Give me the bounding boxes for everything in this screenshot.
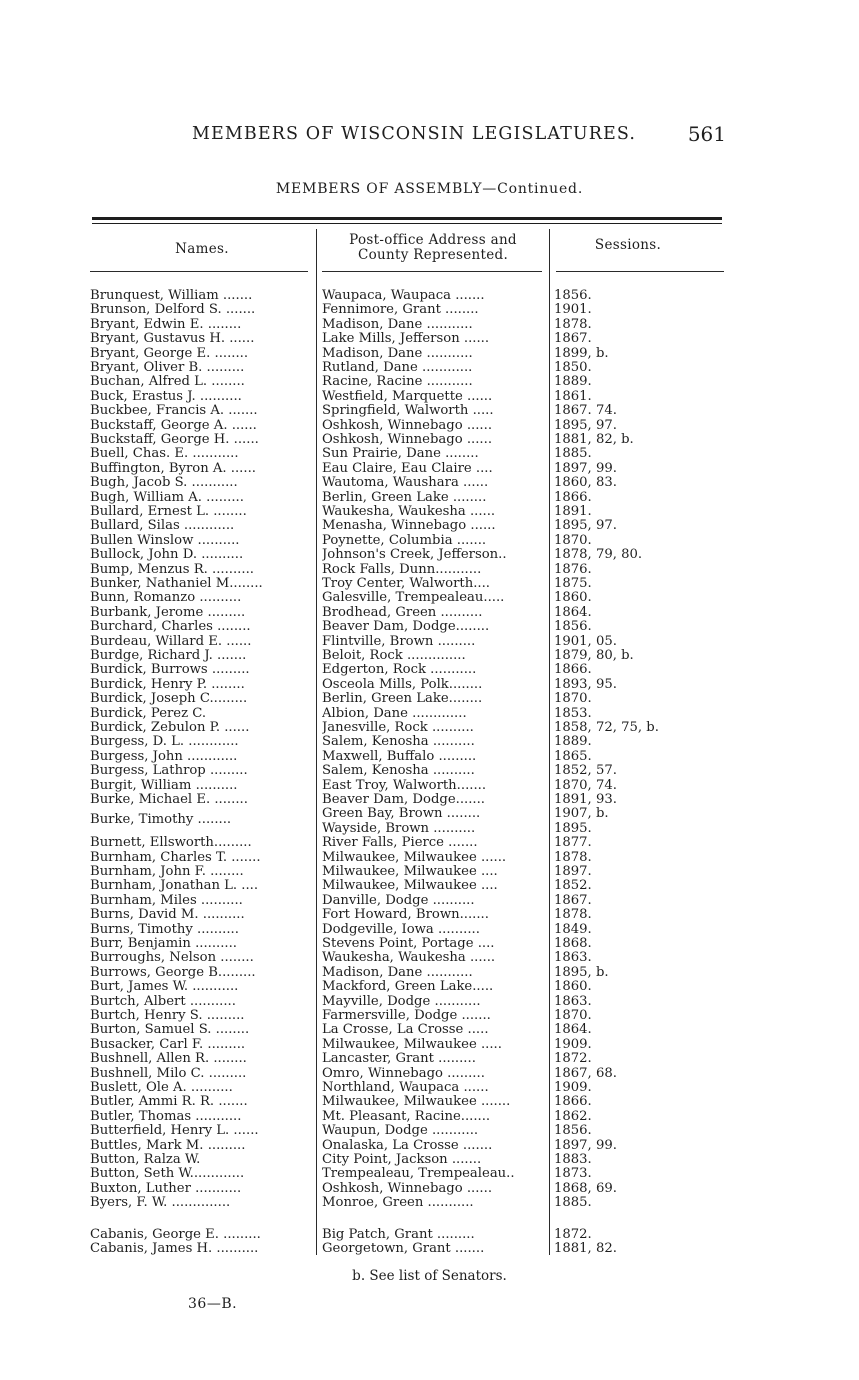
member-sessions: 1877. — [554, 836, 592, 851]
member-name: Bump, Menzus R. .......... — [90, 562, 254, 577]
member-sessions: 1889. — [554, 375, 592, 390]
member-sessions: 1879, 80, b. — [554, 649, 634, 663]
member-address: Waukesha, Waukesha ...... — [322, 505, 496, 519]
member-name: Burdick, Henry P. ........ — [90, 677, 245, 692]
member-address: Milwaukee, Milwaukee ..... — [322, 1037, 502, 1052]
member-address: Maxwell, Buffalo ......... — [322, 749, 477, 764]
member-sessions: 1852. — [554, 879, 592, 894]
member-name: Butler, Thomas ........... — [90, 1109, 242, 1124]
member-address: Galesville, Trempealeau..... — [322, 591, 505, 606]
member-name: Burdick, Perez C. — [90, 706, 207, 721]
member-name: Burchard, Charles ........ — [90, 620, 251, 635]
member-sessions: 1893, 95. — [554, 677, 617, 692]
member-sessions: 1867. 74. — [554, 404, 617, 419]
member-name: Brunson, Delford S. ....... — [90, 303, 256, 318]
member-name: Bushnell, Milo C. ......... — [90, 1066, 247, 1081]
member-name: Buttles, Mark M. ......... — [90, 1138, 246, 1153]
member-name: Burroughs, Nelson ........ — [90, 951, 254, 966]
member-address: Madison, Dane ........... — [322, 317, 473, 332]
member-sessions: 1868. — [554, 937, 592, 951]
member-name: Burdick, Zebulon P. ...... — [90, 721, 250, 735]
member-sessions: 1878. — [554, 908, 592, 923]
member-name: Burnham, John F. ........ — [90, 865, 244, 879]
member-name: Burrows, George B......... — [90, 965, 256, 980]
member-address: Salem, Kenosha .......... — [322, 764, 475, 779]
member-sessions: 1860, 83. — [554, 476, 617, 491]
member-address: River Falls, Pierce ....... — [322, 836, 478, 851]
member-sessions: 1863. — [554, 951, 592, 966]
member-address: Menasha, Winnebago ...... — [322, 519, 496, 534]
member-name: Buck, Erastus J. .......... — [90, 389, 242, 404]
member-sessions: 1867. — [554, 332, 592, 347]
member-address: Waupun, Dodge ........... — [322, 1124, 479, 1139]
member-address: Lancaster, Grant ......... — [322, 1052, 476, 1067]
member-address: Stevens Point, Portage .... — [322, 937, 495, 951]
member-address: Dodgeville, Iowa .......... — [322, 922, 480, 937]
member-name: Bullard, Silas ............ — [90, 519, 235, 534]
member-sessions: 1865. — [554, 749, 592, 764]
member-sessions: 1872. — [554, 1228, 592, 1242]
member-sessions: 1870, 74. — [554, 778, 617, 793]
footnote: b. See list of Senators. — [352, 1268, 507, 1284]
member-sessions: 1849. — [554, 922, 592, 937]
column-divider-2 — [549, 229, 550, 1255]
member-name: Cabanis, George E. ......... — [90, 1228, 261, 1242]
column-divider-1 — [316, 229, 317, 1255]
member-sessions: 1866. — [554, 490, 592, 505]
member-sessions: 1897, 99. — [554, 461, 617, 476]
member-address: Johnson's Creek, Jefferson.. — [322, 548, 507, 563]
member-sessions: 1909. — [554, 1081, 592, 1095]
member-address: Wautoma, Waushara ...... — [322, 476, 489, 491]
member-address: Waupaca, Waupaca ....... — [322, 289, 485, 303]
member-sessions: 1889. — [554, 735, 592, 750]
member-sessions: 1907, b. — [554, 807, 609, 822]
member-address: Trempealeau, Trempealeau.. — [322, 1167, 515, 1182]
member-name: Burgess, Lathrop ......... — [90, 764, 248, 779]
member-sessions: 1867. — [554, 893, 592, 908]
member-name: Bullen Winslow .......... — [90, 533, 240, 548]
member-name: Burt, James W. ........... — [90, 980, 239, 995]
member-sessions: 1870. — [554, 1009, 592, 1023]
column-header-address — [320, 233, 546, 263]
member-name: Buxton, Luther ........... — [90, 1181, 242, 1196]
table-top-rule-thick — [92, 217, 722, 220]
member-sessions: 1856. — [554, 620, 592, 635]
member-address: Racine, Racine ........... — [322, 375, 473, 390]
member-sessions: 1853. — [554, 706, 592, 721]
member-name: Burdick, Joseph C......... — [90, 692, 248, 707]
member-address: Georgetown, Grant ....... — [322, 1242, 485, 1257]
member-sessions: 1891, 93. — [554, 793, 617, 807]
member-name: Buffington, Byron A. ...... — [90, 461, 256, 476]
member-name: Buslett, Ole A. .......... — [90, 1081, 233, 1095]
member-name: Bullock, John D. .......... — [90, 548, 244, 563]
page-number: 561 — [687, 122, 726, 146]
member-address: Brodhead, Green .......... — [322, 605, 483, 620]
column-header-address-line1: Post-office Address and — [349, 232, 517, 248]
member-name: Busacker, Carl F. ......... — [90, 1037, 246, 1052]
member-sessions: 1891. — [554, 505, 592, 519]
header-underline-sessions — [556, 271, 724, 272]
member-name: Burns, Timothy .......... — [90, 922, 239, 937]
member-sessions: 1852, 57. — [554, 764, 617, 779]
member-address: Mayville, Dodge ........... — [322, 994, 481, 1009]
member-name: Burdeau, Willard E. ...... — [90, 634, 252, 649]
member-name: Burnham, Miles .......... — [90, 893, 243, 908]
member-sessions: 1897. — [554, 865, 592, 879]
member-name: Bunker, Nathaniel M........ — [90, 577, 263, 591]
member-name: Burdick, Burrows ......... — [90, 663, 250, 678]
page-title: MEMBERS OF WISCONSIN LEGISLATURES. — [192, 124, 637, 144]
member-name: Burbank, Jerome ......... — [90, 605, 246, 620]
member-sessions: 1895, 97. — [554, 418, 617, 433]
member-sessions: 1870. — [554, 533, 592, 548]
member-name: Burr, Benjamin .......... — [90, 937, 237, 951]
member-address: Troy Center, Walworth.... — [322, 577, 490, 591]
member-address: Albion, Dane ............. — [322, 706, 467, 721]
member-address: Green Bay, Brown ........ — [322, 807, 481, 822]
member-address: Mt. Pleasant, Racine....... — [322, 1109, 491, 1124]
member-address: Milwaukee, Milwaukee ...... — [322, 850, 507, 865]
member-address: Waukesha, Waukesha ...... — [322, 951, 496, 966]
member-name: Bunn, Romanzo .......... — [90, 591, 242, 606]
member-name: Bugh, William A. ......... — [90, 490, 244, 505]
member-name: Byers, F. W. .............. — [90, 1196, 231, 1211]
member-name: Bryant, George E. ........ — [90, 346, 249, 361]
member-name: Burgit, William .......... — [90, 778, 238, 793]
table-top-rule-thin — [92, 223, 722, 224]
column-header-sessions: Sessions. — [594, 237, 662, 253]
member-name: Bugh, Jacob S. ........... — [90, 476, 238, 491]
member-address: Northland, Waupaca ...... — [322, 1081, 489, 1095]
member-address: Fort Howard, Brown....... — [322, 908, 489, 923]
member-address: Sun Prairie, Dane ........ — [322, 447, 479, 462]
member-sessions: 1873. — [554, 1167, 592, 1182]
header-underline-address — [322, 271, 542, 272]
member-sessions: 1878. — [554, 317, 592, 332]
member-name: Button, Seth W............. — [90, 1167, 245, 1182]
member-name: Burdge, Richard J. ....... — [90, 649, 247, 663]
member-name: Brunquest, William ....... — [90, 289, 253, 303]
member-address: Beloit, Rock .............. — [322, 649, 466, 663]
member-sessions: 1883. — [554, 1153, 592, 1167]
member-name: Burke, Timothy ........ — [90, 813, 232, 828]
member-address: City Point, Jackson ....... — [322, 1153, 482, 1167]
member-address: Rock Falls, Dunn........... — [322, 562, 482, 577]
section-subtitle: MEMBERS OF ASSEMBLY—Continued. — [275, 181, 584, 197]
member-address: Mackford, Green Lake..... — [322, 980, 494, 995]
member-sessions: 1885. — [554, 1196, 592, 1211]
member-address: Milwaukee, Milwaukee .... — [322, 879, 498, 894]
member-name: Cabanis, James H. .......... — [90, 1242, 259, 1257]
member-sessions: 1856. — [554, 289, 592, 303]
member-sessions: 1861. — [554, 389, 592, 404]
member-name: Burke, Michael E. ........ — [90, 793, 248, 807]
member-name: Burnham, Charles T. ....... — [90, 850, 261, 865]
member-name: Buckstaff, George H. ...... — [90, 433, 259, 447]
member-name: Burgess, D. L. ............ — [90, 735, 239, 750]
member-sessions: 1866. — [554, 663, 592, 678]
member-sessions: 1895, 97. — [554, 519, 617, 534]
member-sessions: 1878. — [554, 850, 592, 865]
member-address: Big Patch, Grant ......... — [322, 1228, 475, 1242]
member-name: Burtch, Albert ........... — [90, 994, 236, 1009]
member-name: Buchan, Alfred L. ........ — [90, 375, 245, 390]
column-header-address-line2: County Represented. — [357, 247, 509, 263]
member-address: Oshkosh, Winnebago ...... — [322, 418, 493, 433]
member-address: Westfield, Marquette ...... — [322, 389, 493, 404]
member-address: Milwaukee, Milwaukee .... — [322, 865, 498, 879]
member-sessions: 1850. — [554, 361, 592, 375]
member-sessions: 1895, b. — [554, 965, 609, 980]
member-address: Madison, Dane ........... — [322, 965, 473, 980]
member-name: Buckbee, Francis A. ....... — [90, 404, 258, 419]
member-address: Oshkosh, Winnebago ...... — [322, 433, 493, 447]
member-address: Omro, Winnebago ......... — [322, 1066, 485, 1081]
member-sessions: 1864. — [554, 1023, 592, 1038]
member-sessions: 1860. — [554, 980, 592, 995]
member-name: Buckstaff, George A. ...... — [90, 418, 257, 433]
member-name: Buell, Chas. E. ........... — [90, 447, 239, 462]
member-sessions: 1881, 82. — [554, 1242, 617, 1257]
member-address: Lake Mills, Jefferson ...... — [322, 332, 490, 347]
member-sessions: 1868, 69. — [554, 1181, 617, 1196]
member-name: Button, Ralza W. — [90, 1153, 201, 1167]
member-address: La Crosse, La Crosse ..... — [322, 1023, 489, 1038]
header-underline-names — [90, 271, 308, 272]
member-address: Flintville, Brown ......... — [322, 634, 476, 649]
member-address: Eau Claire, Eau Claire .... — [322, 461, 493, 476]
member-address: Poynette, Columbia ....... — [322, 533, 487, 548]
member-address: Fennimore, Grant ........ — [322, 303, 479, 318]
member-name: Butler, Ammi R. R. ....... — [90, 1095, 248, 1110]
member-name: Burns, David M. .......... — [90, 908, 245, 923]
member-sessions: 1875. — [554, 577, 592, 591]
member-sessions: 1897, 99. — [554, 1138, 617, 1153]
member-address: Berlin, Green Lake ........ — [322, 490, 487, 505]
member-sessions: 1901. — [554, 303, 592, 318]
member-address: Danville, Dodge .......... — [322, 893, 475, 908]
member-sessions: 1909. — [554, 1037, 592, 1052]
member-address: Rutland, Dane ............ — [322, 361, 473, 375]
member-sessions: 1876. — [554, 562, 592, 577]
member-sessions: 1867, 68. — [554, 1066, 617, 1081]
member-address: East Troy, Walworth....... — [322, 778, 487, 793]
member-name: Bryant, Edwin E. ........ — [90, 317, 242, 332]
member-sessions: 1860. — [554, 591, 592, 606]
column-header-names: Names. — [175, 241, 229, 257]
member-name: Bullard, Ernest L. ........ — [90, 505, 247, 519]
member-address: Farmersville, Dodge ....... — [322, 1009, 491, 1023]
member-address: Wayside, Brown .......... — [322, 821, 476, 836]
member-address: Edgerton, Rock ........... — [322, 663, 477, 678]
member-sessions: 1885. — [554, 447, 592, 462]
member-sessions: 1862. — [554, 1109, 592, 1124]
member-sessions: 1866. — [554, 1095, 592, 1110]
member-sessions: 1858, 72, 75, b. — [554, 721, 659, 735]
member-address: Onalaska, La Crosse ....... — [322, 1138, 493, 1153]
member-sessions: 1895. — [554, 821, 592, 836]
member-address: Milwaukee, Milwaukee ....... — [322, 1095, 511, 1110]
member-address: Monroe, Green ........... — [322, 1196, 474, 1211]
member-address: Beaver Dam, Dodge....... — [322, 793, 485, 807]
member-address: Oshkosh, Winnebago ...... — [322, 1181, 493, 1196]
member-sessions: 1856. — [554, 1124, 592, 1139]
member-name: Bryant, Oliver B. ......... — [90, 361, 245, 375]
member-sessions: 1899, b. — [554, 346, 609, 361]
member-address: Janesville, Rock .......... — [322, 721, 474, 735]
member-sessions: 1878, 79, 80. — [554, 548, 643, 563]
member-address: Beaver Dam, Dodge........ — [322, 620, 490, 635]
member-sessions: 1864. — [554, 605, 592, 620]
member-name: Burnett, Ellsworth......... — [90, 836, 252, 851]
member-sessions: 1881, 82, b. — [554, 433, 634, 447]
member-address: Berlin, Green Lake........ — [322, 692, 483, 707]
page-header — [192, 124, 728, 144]
member-name: Butterfield, Henry L. ...... — [90, 1124, 259, 1139]
member-address: Springfield, Walworth ..... — [322, 404, 494, 419]
member-name: Burtch, Henry S. ......... — [90, 1009, 245, 1023]
member-sessions: 1870. — [554, 692, 592, 707]
member-address: Salem, Kenosha .......... — [322, 735, 475, 750]
member-sessions: 1901, 05. — [554, 634, 617, 649]
member-address: Osceola Mills, Polk........ — [322, 677, 483, 692]
member-name: Burnham, Jonathan L. .... — [90, 879, 259, 894]
member-name: Bryant, Gustavus H. ...... — [90, 332, 255, 347]
member-name: Burton, Samuel S. ........ — [90, 1023, 250, 1038]
member-sessions: 1872. — [554, 1052, 592, 1067]
signature-mark: 36—B. — [188, 1296, 238, 1312]
member-sessions: 1863. — [554, 994, 592, 1009]
member-address: Madison, Dane ........... — [322, 346, 473, 361]
member-name: Burgess, John ............ — [90, 749, 238, 764]
member-name: Bushnell, Allen R. ........ — [90, 1052, 247, 1067]
